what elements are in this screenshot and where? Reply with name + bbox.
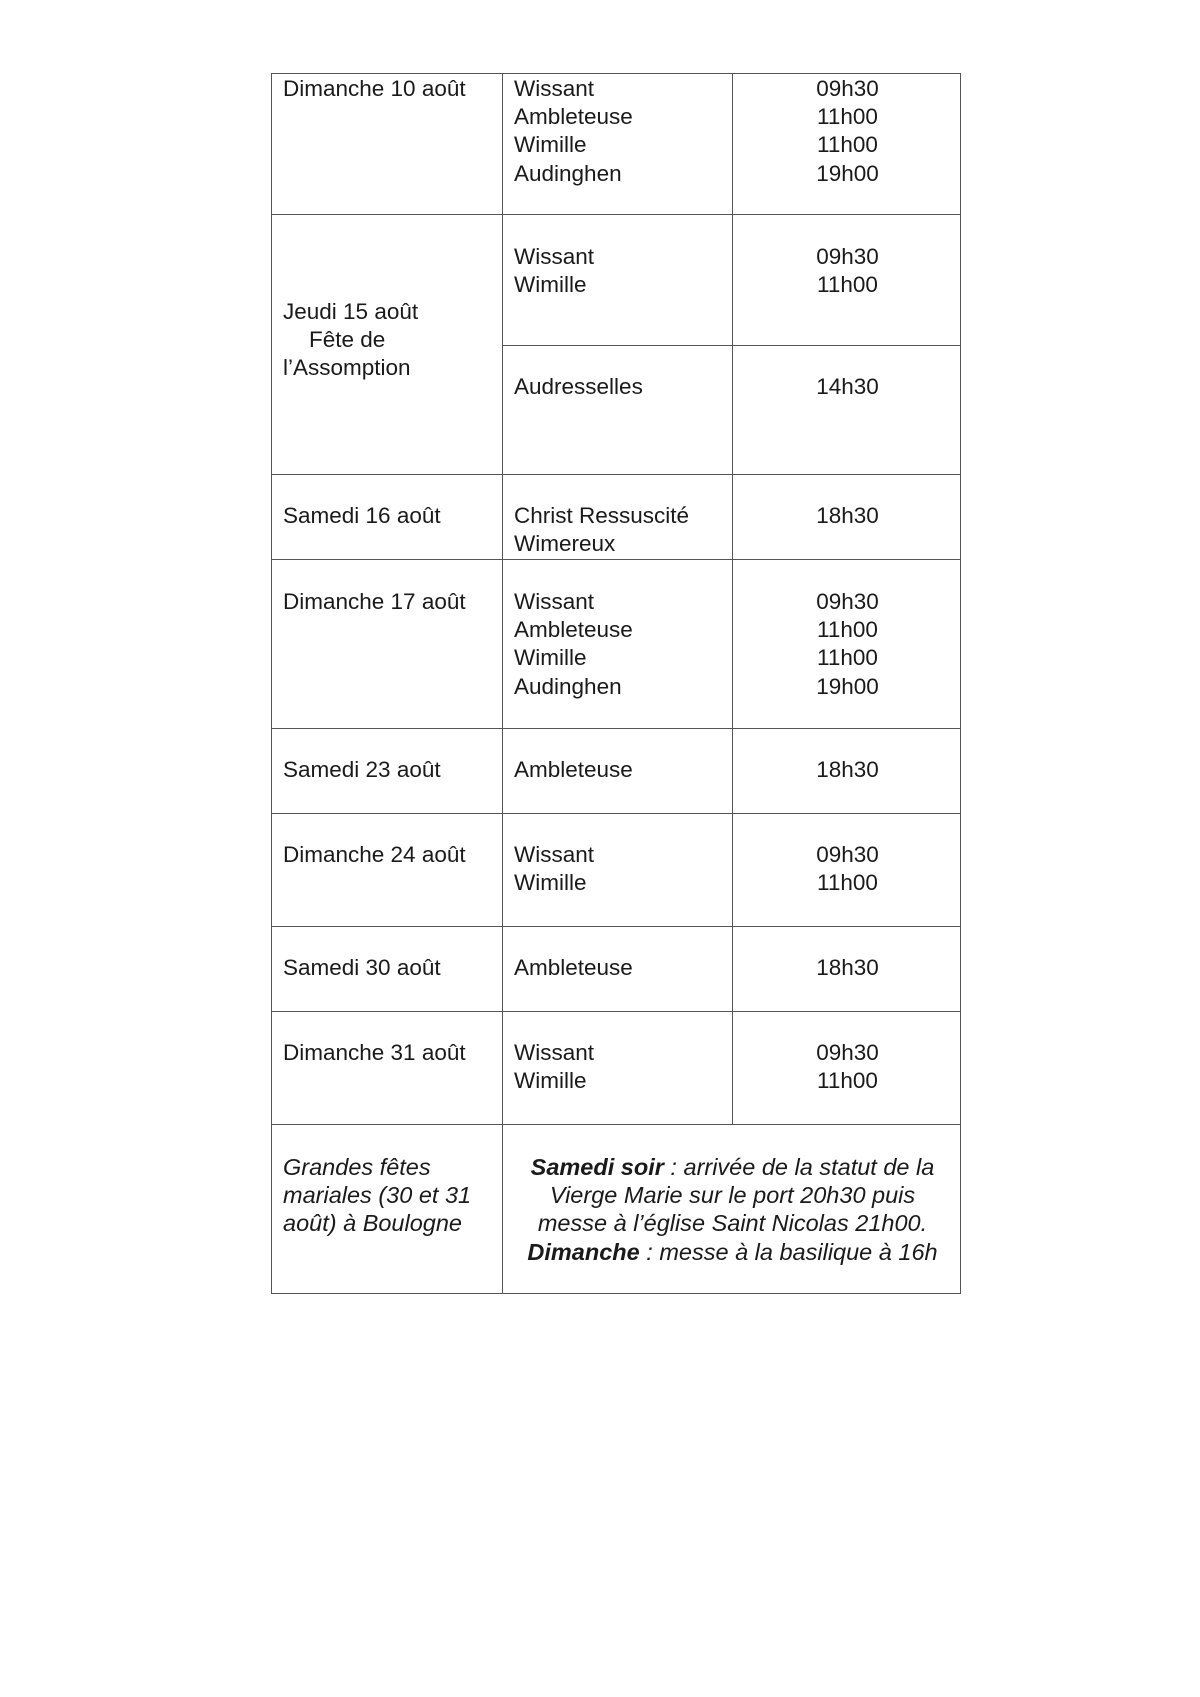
date-cell — [272, 475, 502, 559]
saturday-evening-line — [503, 1153, 962, 1181]
marian-feasts-label: Grandes fêtes — [283, 1154, 431, 1180]
place: Wissant — [514, 244, 595, 269]
marian-feasts-details-cell — [502, 1125, 962, 1293]
marian-feasts-label-cell — [272, 1125, 502, 1293]
row-divider — [502, 345, 960, 346]
time: 11h00 — [817, 104, 878, 130]
date-cell — [272, 1012, 502, 1124]
time: 14h30 — [816, 374, 879, 399]
sunday-line — [503, 1238, 962, 1266]
date-label: Jeudi 15 août — [283, 299, 419, 324]
date-label: Dimanche 10 août — [283, 76, 466, 101]
date-label: Dimanche 17 août — [283, 589, 466, 614]
place: Ambleteuse — [514, 104, 633, 130]
date-cell — [272, 560, 502, 728]
places-cell — [502, 814, 732, 926]
place: Ambleteuse — [514, 955, 633, 980]
places-cell — [502, 927, 732, 1011]
places-cell — [502, 475, 732, 559]
times-cell — [732, 1012, 962, 1124]
places-cell — [502, 74, 732, 214]
date-cell — [272, 814, 502, 926]
place: Wimille — [514, 1068, 587, 1094]
schedule-row — [271, 474, 961, 559]
date-cell — [272, 215, 502, 474]
schedule-row — [271, 1011, 961, 1124]
schedule-row — [271, 926, 961, 1011]
time: 11h00 — [817, 645, 878, 671]
saturday-text: : arrivée de la statut de la — [663, 1154, 935, 1180]
place: Wimille — [514, 132, 587, 158]
date-label: Samedi 30 août — [283, 955, 441, 980]
date-cell — [272, 927, 502, 1011]
date-label: Samedi 23 août — [283, 757, 441, 782]
times-cell — [732, 729, 962, 813]
date-label: Dimanche 31 août — [283, 1040, 466, 1065]
saturday-label: Samedi soir — [530, 1154, 664, 1180]
place: Ambleteuse — [514, 757, 633, 782]
times-cell — [732, 74, 962, 214]
saturday-text: messe à l’église Saint Nicolas 21h00. — [537, 1210, 928, 1237]
time: 09h30 — [816, 1040, 879, 1065]
place: Wissant — [514, 1040, 595, 1065]
feast-label: l’Assomption — [283, 355, 411, 381]
time: 09h30 — [816, 589, 879, 614]
place: Wimereux — [514, 531, 616, 557]
schedule-row — [271, 214, 961, 474]
schedule-row — [271, 73, 961, 214]
places-cell — [502, 560, 732, 728]
marian-feasts-row — [271, 1124, 961, 1294]
time: 09h30 — [816, 244, 879, 269]
place: Wimille — [514, 870, 587, 896]
place: Wimille — [514, 272, 587, 298]
places-cell — [502, 1012, 732, 1124]
places-cell — [502, 729, 732, 813]
place: Ambleteuse — [514, 617, 633, 643]
marian-feasts-label: août) à Boulogne — [283, 1210, 463, 1237]
date-label: Samedi 16 août — [283, 503, 441, 528]
sunday-label: Dimanche — [527, 1238, 640, 1265]
times-cell — [732, 814, 962, 926]
times-cell — [732, 475, 962, 559]
date-label: Dimanche 24 août — [283, 842, 466, 867]
place: Wissant — [514, 589, 595, 614]
place: Wissant — [514, 842, 595, 867]
schedule-row — [271, 559, 961, 728]
place: Wimille — [514, 645, 587, 671]
mass-schedule-table — [271, 73, 961, 1294]
time: 11h00 — [817, 272, 878, 298]
marian-feasts-label: mariales (30 et 31 — [283, 1182, 472, 1209]
time: 09h30 — [816, 76, 879, 101]
time: 11h00 — [817, 132, 878, 158]
place: Audinghen — [514, 673, 622, 699]
time: 19h00 — [816, 160, 879, 186]
time: 19h00 — [816, 673, 879, 699]
sunday-text: : messe à la basilique à 16h — [639, 1238, 938, 1265]
place: Christ Ressuscité — [514, 503, 690, 528]
time: 18h30 — [816, 955, 879, 980]
time: 11h00 — [817, 617, 878, 643]
times-cell — [732, 927, 962, 1011]
time: 11h00 — [817, 1068, 878, 1094]
time: 18h30 — [816, 757, 879, 782]
time: 11h00 — [817, 870, 878, 896]
feast-label: Fête de — [309, 327, 386, 353]
times-cell — [732, 560, 962, 728]
place: Audinghen — [514, 160, 622, 186]
time: 18h30 — [816, 503, 879, 528]
date-cell — [272, 729, 502, 813]
date-cell — [272, 74, 502, 214]
place: Wissant — [514, 76, 595, 101]
schedule-row — [271, 813, 961, 926]
time: 09h30 — [816, 842, 879, 867]
saturday-text: Vierge Marie sur le port 20h30 puis — [549, 1182, 916, 1209]
schedule-row — [271, 728, 961, 813]
place: Audresselles — [514, 374, 643, 399]
